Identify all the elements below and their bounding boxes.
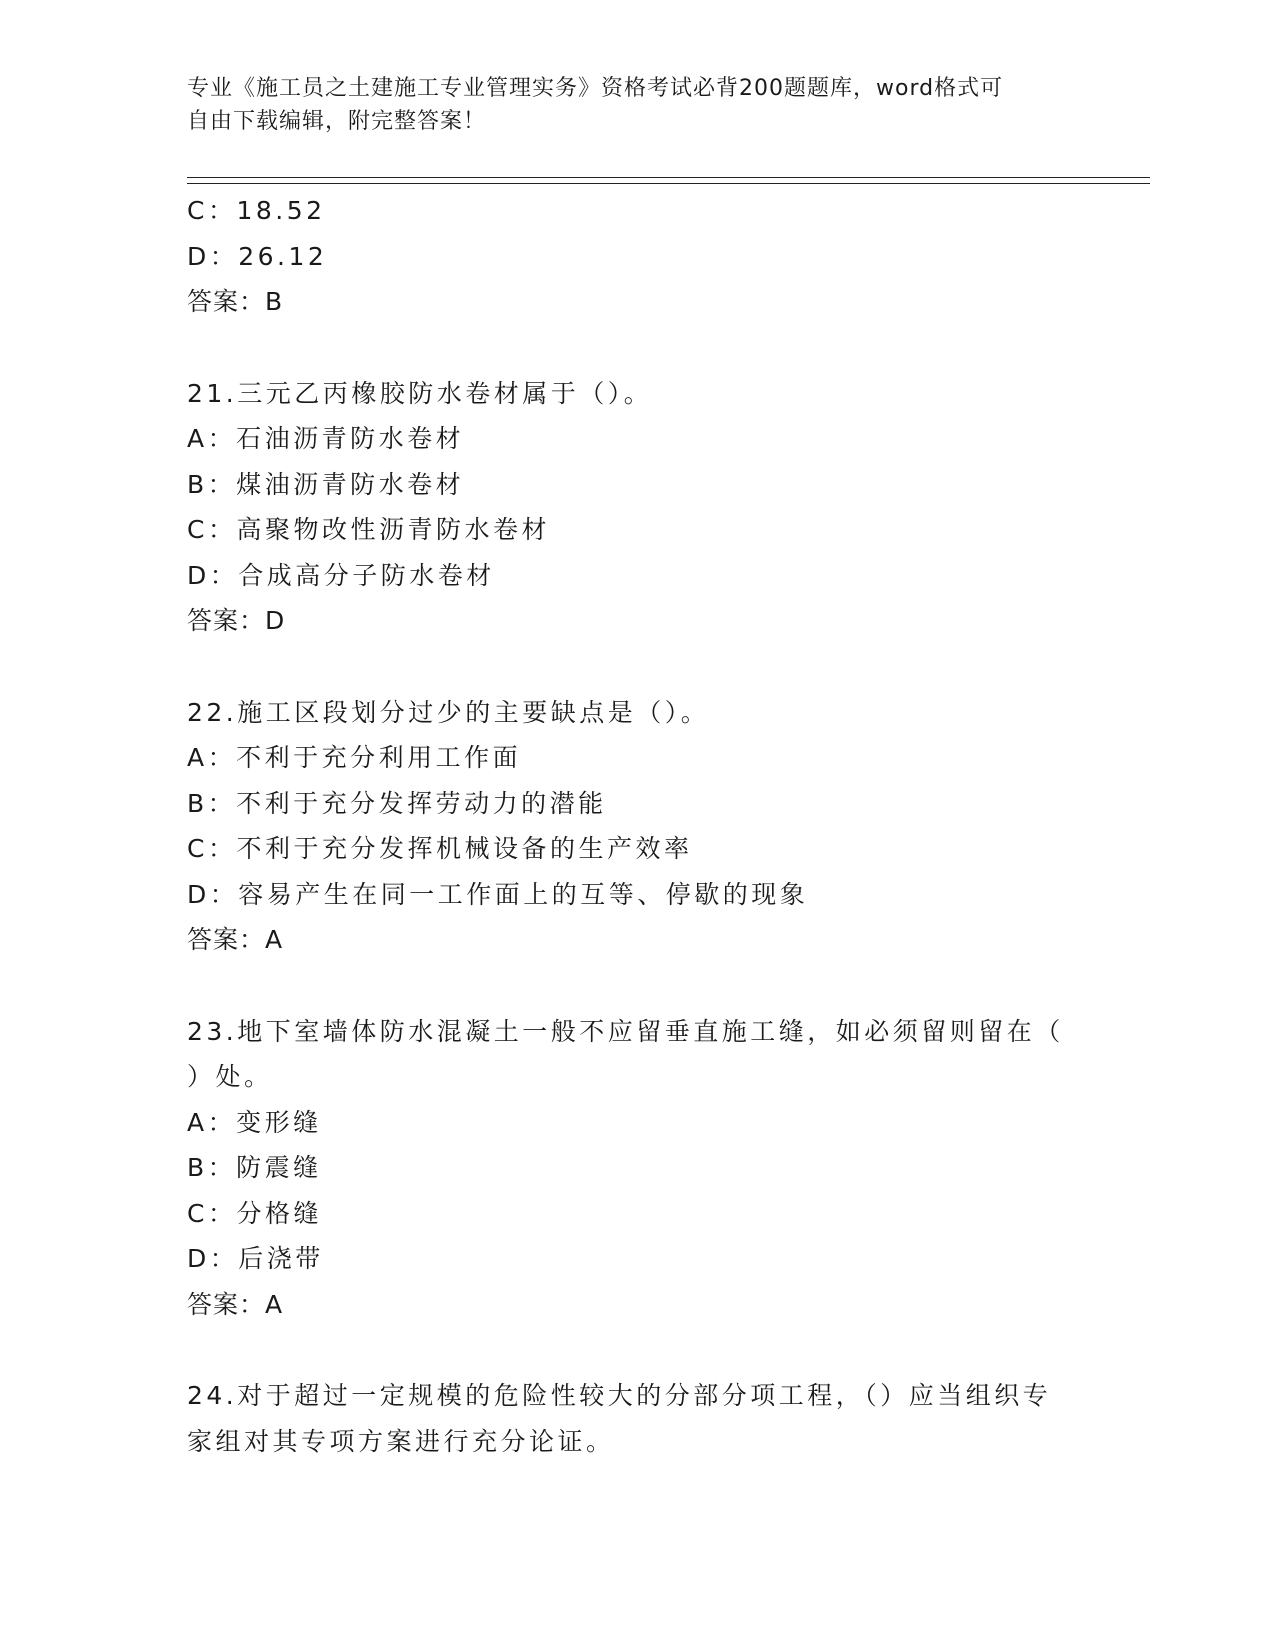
question-text: 22.施工区段划分过少的主要缺点是（）。 — [187, 697, 710, 727]
spacer — [187, 963, 1087, 1009]
spacer — [187, 1327, 1087, 1373]
header-title-line-1: 专业《施工员之土建施工专业管理实务》资格考试必背200题题库，word格式可 — [187, 76, 1004, 101]
header-title-line-2: 自由下载编辑，附完整答案！ — [187, 109, 487, 134]
option-c: C：18.52 — [187, 196, 326, 225]
option-c: C：分格缝 — [187, 1198, 322, 1228]
question-text: 21.三元乙丙橡胶防水卷材属于（）。 — [187, 378, 653, 408]
answer-line: 答案：D — [187, 606, 286, 635]
option-b: B：不利于充分发挥劳动力的潜能 — [187, 788, 607, 818]
option-a: A：不利于充分利用工作面 — [187, 743, 522, 772]
option-a: A：石油沥青防水卷材 — [187, 424, 465, 453]
answer-line: 答案：A — [187, 1289, 284, 1319]
option-c: C：不利于充分发挥机械设备的生产效率 — [187, 834, 693, 863]
question-text: 24.对于超过一定规模的危险性较大的分部分项工程，（）应当组织专 — [187, 1381, 1052, 1410]
option-a: A：变形缝 — [187, 1107, 322, 1137]
spacer — [187, 644, 1087, 690]
option-d: D：容易产生在同一工作面上的互等、停歇的现象 — [187, 879, 809, 909]
question-text-continued: ）处。 — [187, 1062, 273, 1091]
question-list — [187, 188, 1087, 1464]
question-block-23 — [187, 1009, 1087, 1328]
document-header — [187, 72, 1067, 138]
spacer — [187, 325, 1087, 371]
answer-line: 答案：B — [187, 287, 284, 316]
answer-line: 答案：A — [187, 925, 284, 954]
question-block-21 — [187, 371, 1087, 644]
question-block-24 — [187, 1373, 1087, 1464]
option-d: D：后浇带 — [187, 1244, 324, 1273]
question-block-20 — [187, 188, 1087, 325]
option-b: B：防震缝 — [187, 1153, 322, 1182]
question-block-22 — [187, 690, 1087, 963]
option-d: D：合成高分子防水卷材 — [187, 560, 495, 590]
option-c: C：高聚物改性沥青防水卷材 — [187, 515, 550, 544]
question-text-continued: 家组对其专项方案进行充分论证。 — [187, 1426, 615, 1456]
header-divider-bottom — [187, 183, 1150, 184]
option-d: D：26.12 — [187, 241, 328, 271]
question-text: 23.地下室墙体防水混凝土一般不应留垂直施工缝，如必须留则留在（ — [187, 1016, 1064, 1046]
option-b: B：煤油沥青防水卷材 — [187, 469, 465, 499]
header-divider-top — [187, 177, 1150, 178]
